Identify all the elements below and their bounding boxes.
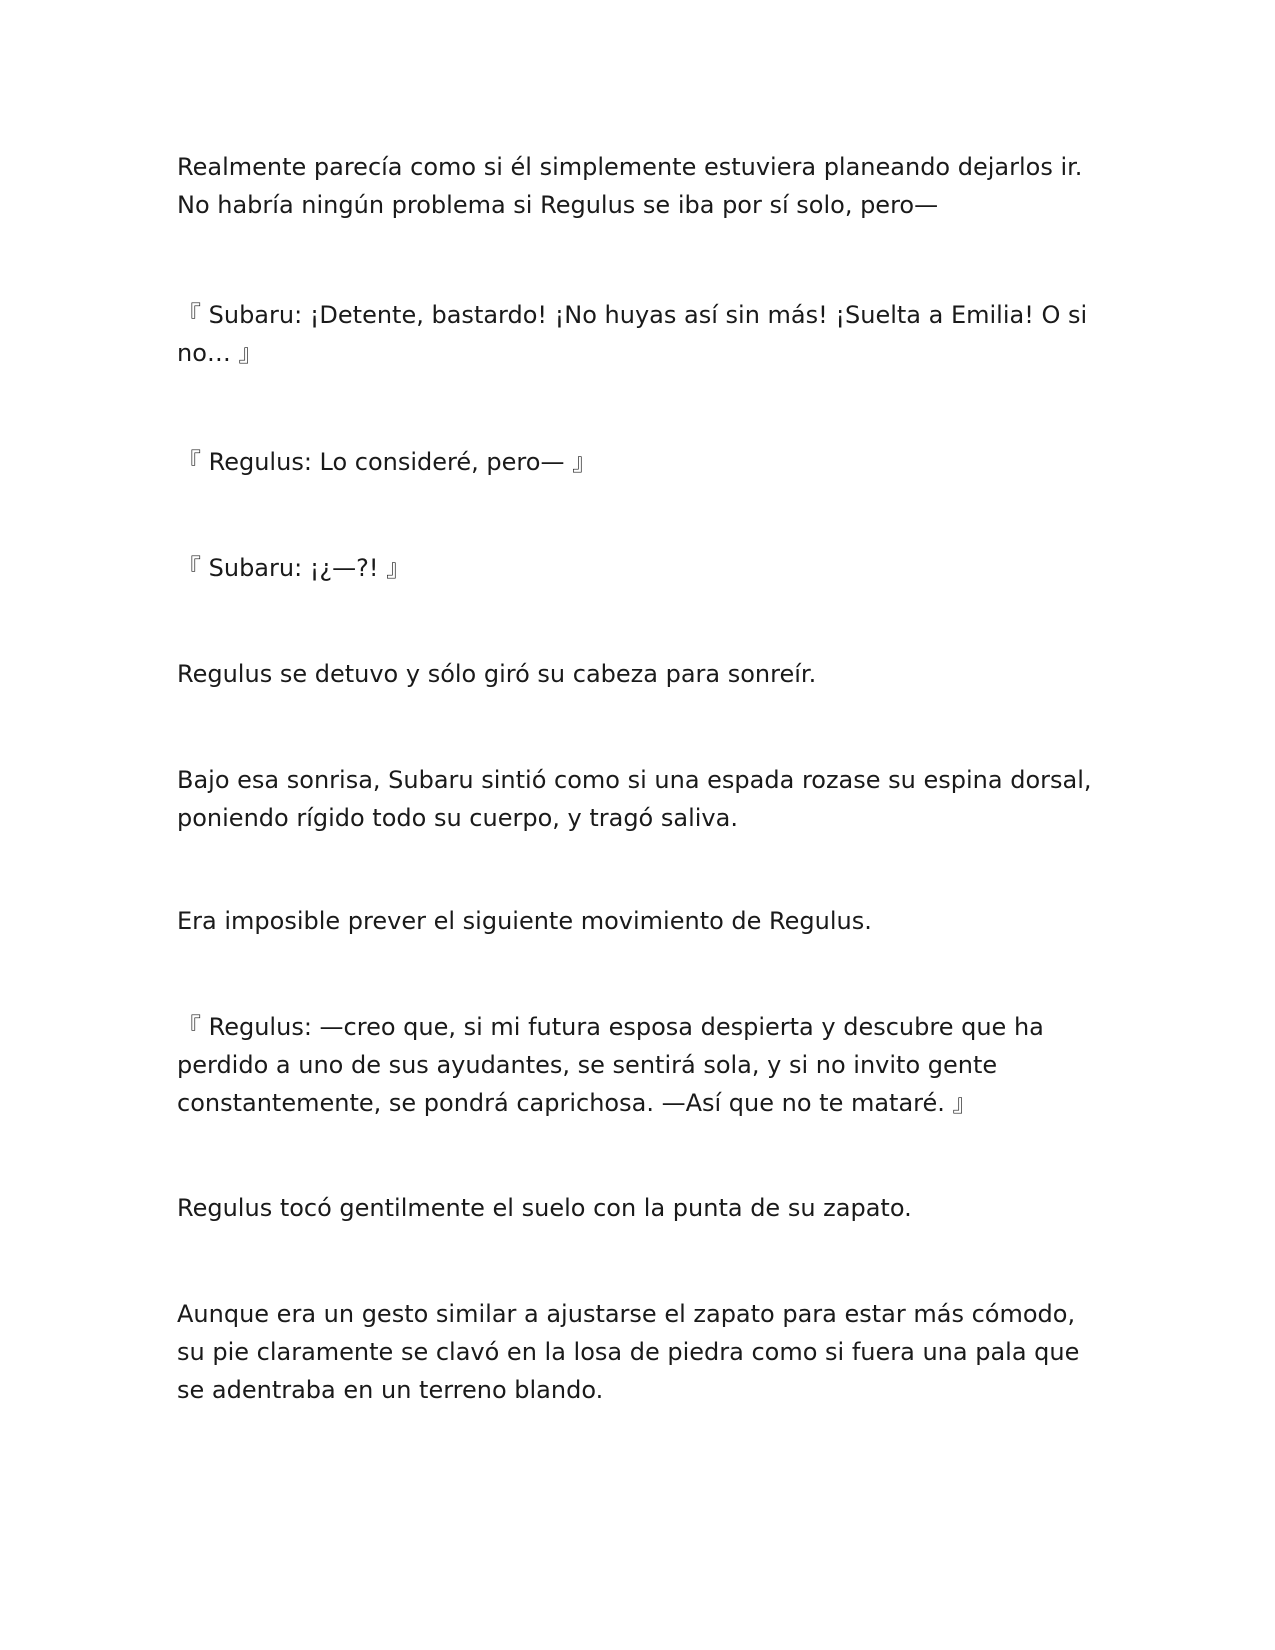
- narration-paragraph: Bajo esa sonrisa, Subaru sintió como si una espada rozase su espina dorsal, poniendo rígido todo su cuerpo, y tragó saliva.: [177, 766, 1092, 832]
- narration-paragraph: Regulus se detuvo y sólo giró su cabeza para sonreír.: [177, 660, 817, 688]
- dialogue-subaru: 『 Subaru: ¡Detente, bastardo! ¡No huyas así sin más! ¡Suelta a Emilia! O si no… 』: [177, 301, 1088, 367]
- narration-paragraph: Realmente parecía como si él simplemente estuviera planeando dejarlos ir. No habría ningún problema si Regulus se iba por sí solo, pero—: [177, 153, 1083, 219]
- dialogue-regulus: 『 Regulus: —creo que, si mi futura esposa despierta y descubre que ha perdido a uno de sus ayudantes, se sentirá sola, y si no invito gente constantemente, se pondrá caprichosa. —Así que no te mataré. 』: [177, 1013, 1044, 1117]
- dialogue-regulus: 『 Regulus: Lo consideré, pero— 』: [177, 448, 597, 476]
- narration-paragraph: Aunque era un gesto similar a ajustarse el zapato para estar más cómodo, su pie claramente se clavó en la losa de piedra como si fuera una pala que se adentraba en un terreno blando.: [177, 1300, 1080, 1404]
- narration-paragraph: Era imposible prever el siguiente movimiento de Regulus.: [177, 907, 872, 935]
- dialogue-subaru: 『 Subaru: ¡¿—?! 』: [177, 554, 411, 582]
- narration-paragraph: Regulus tocó gentilmente el suelo con la punta de su zapato.: [177, 1194, 912, 1222]
